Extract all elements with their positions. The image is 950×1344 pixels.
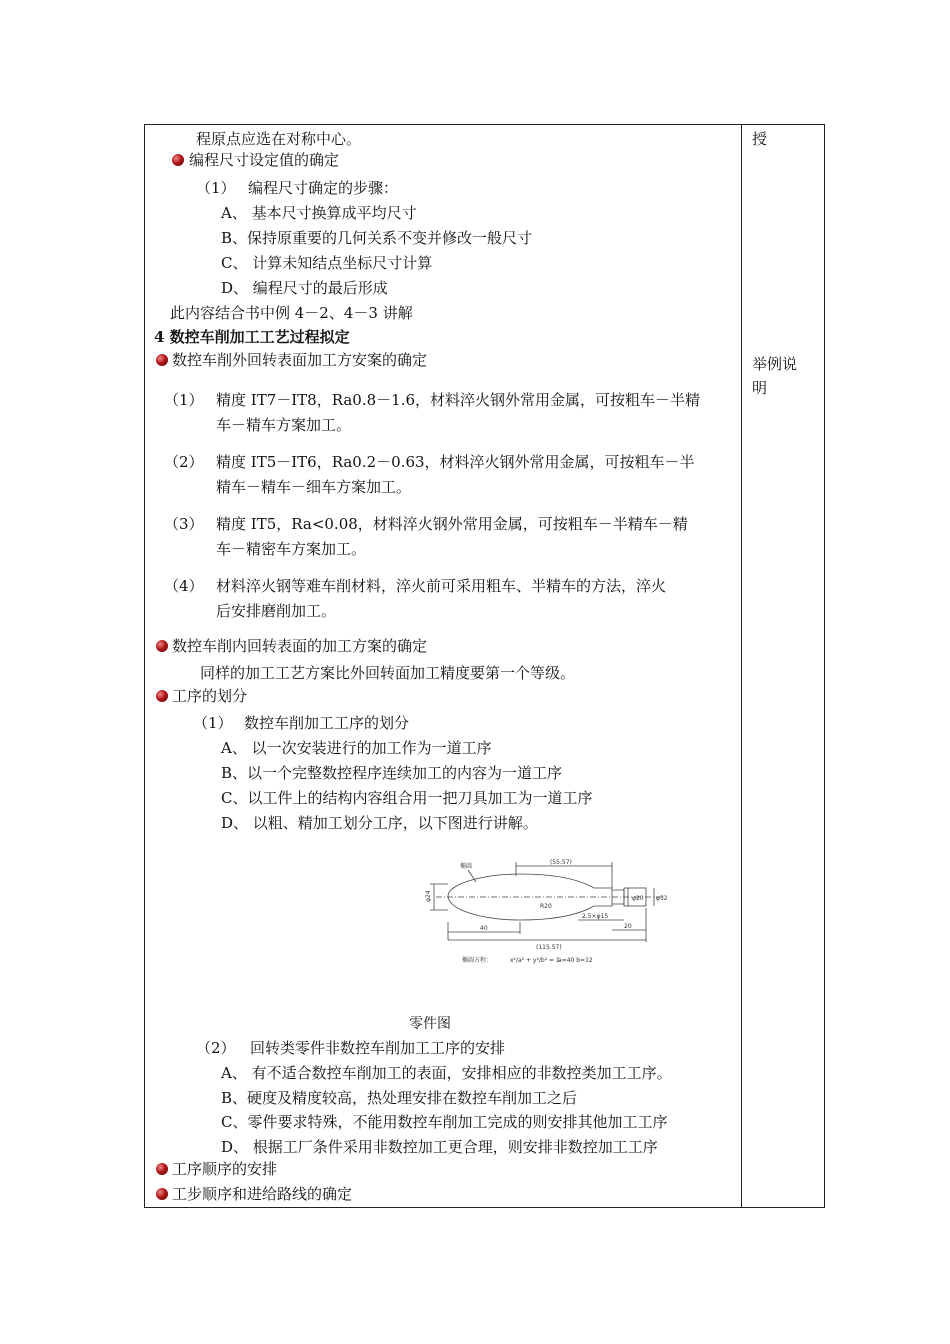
list-item: C、以工件上的结构内容组合用一把刀具加工为一道工序 — [221, 789, 593, 807]
list-number: （2） — [164, 453, 204, 471]
heading-outer: 数控车削外回转表面加工方安案的确定 — [172, 351, 428, 369]
drawing-dim: 20 — [624, 923, 632, 930]
bullet-icon — [156, 640, 168, 652]
step-title: 数控车削加工工序的划分 — [244, 714, 410, 732]
heading-process: 工序的划分 — [172, 687, 248, 705]
drawing-dim: 2.5×φ15 — [582, 913, 609, 920]
heading-dimension: 编程尺寸设定值的确定 — [189, 151, 340, 169]
bullet-icon — [156, 690, 168, 702]
list-item: A、 以一次安装进行的加工作为一道工序 — [221, 739, 492, 757]
list-item: C、零件要求特殊，不能用数控车削加工完成的则安排其他加工工序 — [221, 1113, 668, 1131]
drawing-dim: φ32 — [656, 895, 668, 902]
list-item: D、 根据工厂条件采用非数控加工更合理，则安排非数控加工工序 — [221, 1138, 658, 1156]
list-item-cont: 后安排磨削加工。 — [216, 602, 337, 620]
equation: x²/a² + y²/b² = 1 — [510, 957, 560, 964]
side-note-teach: 授 — [752, 130, 768, 148]
section-heading: 4 数控车削加工工艺过程拟定 — [154, 328, 350, 346]
step-title: 编程尺寸确定的步骤： — [248, 179, 399, 197]
list-item: B、保持原重要的几何关系不变并修改一般尺寸 — [221, 229, 533, 247]
list-number: （1） — [196, 179, 236, 197]
drawing-dim: φ20 — [632, 895, 644, 902]
drawing-dim: 40 — [480, 925, 488, 932]
list-item: D、 编程尺寸的最后形成 — [221, 279, 388, 297]
heading-inner: 数控车削内回转表面的加工方案的确定 — [172, 637, 428, 655]
list-number: （2） — [196, 1039, 236, 1057]
list-number: （1） — [193, 714, 233, 732]
equation-label: 椭圆方程： — [462, 957, 493, 964]
list-item: B、以一个完整数控程序连续加工的内容为一道工序 — [221, 764, 563, 782]
list-number: （4） — [164, 577, 204, 595]
drawing-dim: φ24 — [425, 890, 432, 902]
drawing-label: 椭圆 — [460, 863, 473, 870]
equation-params: a=40 b=12 — [558, 957, 593, 964]
drawing-dim: (55.57) — [550, 859, 572, 866]
bullet-icon — [172, 154, 184, 166]
example-note: 此内容结合书中例 4－2、4－3 讲解 — [170, 304, 413, 322]
list-number: （1） — [164, 391, 204, 409]
bullet-icon — [156, 1163, 168, 1175]
side-note-example: 举例说 — [752, 355, 798, 373]
drawing-dim: R20 — [540, 903, 552, 910]
bullet-icon — [156, 1188, 168, 1200]
list-item: 材料淬火钢等难车削材料，淬火前可采用粗车、半精车的方法，淬火 — [216, 577, 667, 595]
heading-order: 工序顺序的安排 — [172, 1160, 278, 1178]
list-item: 精度 IT7－IT8，Ra0.8－1.6，材料淬火钢外常用金属，可按粗车－半精 — [216, 391, 701, 409]
list-number: （3） — [164, 515, 204, 533]
side-note-example-cont: 明 — [752, 379, 768, 397]
list-item: 精度 IT5－IT6，Ra0.2－0.63，材料淬火钢外常用金属，可按粗车－半 — [216, 453, 695, 471]
list-item: 精度 IT5，Ra<0.08，材料淬火钢外常用金属，可按粗车－半精车－精 — [216, 515, 688, 533]
list-item: B、硬度及精度较高，热处理安排在数控车削加工之后 — [221, 1089, 578, 1107]
step-title: 回转类零件非数控车削加工工序的安排 — [250, 1039, 506, 1057]
list-item-cont: 车－精密车方案加工。 — [216, 540, 367, 558]
figure-caption: 零件图 — [409, 1016, 451, 1032]
list-item: A、 基本尺寸换算成平均尺寸 — [221, 204, 417, 222]
list-item: C、 计算未知结点坐标尺寸计算 — [221, 254, 433, 272]
bullet-icon — [156, 354, 168, 366]
text-origin-note: 程原点应选在对称中心。 — [196, 130, 362, 148]
drawing-dim: (115.57) — [536, 944, 562, 951]
heading-step: 工步顺序和进给路线的确定 — [172, 1185, 353, 1203]
column-divider — [741, 124, 742, 1208]
list-item: D、 以粗、精加工划分工序，以下图进行讲解。 — [221, 814, 538, 832]
list-item: A、 有不适合数控车削加工的表面，安排相应的非数控类加工工序。 — [221, 1064, 672, 1082]
list-item-cont: 精车－精车－细车方案加工。 — [216, 478, 412, 496]
part-drawing — [418, 852, 692, 970]
list-item-cont: 车－精车方案加工。 — [216, 416, 352, 434]
inner-note: 同样的加工工艺方案比外回转面加工精度要第一个等级。 — [200, 664, 576, 682]
